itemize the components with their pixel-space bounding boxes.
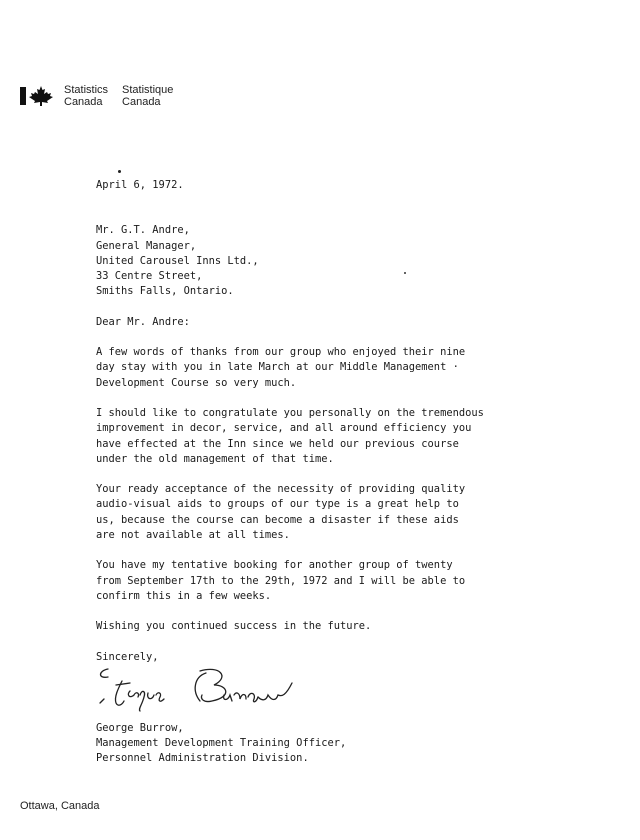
text-line: Development Course so very much. bbox=[96, 376, 297, 389]
recipient-address bbox=[96, 223, 526, 299]
address-line: Smiths Falls, Ontario. bbox=[96, 285, 234, 298]
text-line: under the old management of that time. bbox=[96, 452, 334, 465]
text-line: Wishing you continued success in the future. bbox=[96, 620, 372, 633]
closing: Sincerely, bbox=[96, 650, 159, 663]
paragraph-thanks bbox=[96, 345, 526, 391]
text-line: us, because the course can become a disaster if these aids bbox=[96, 513, 459, 526]
address-line: 33 Centre Street, bbox=[96, 270, 203, 283]
footer-location: Ottawa, Canada bbox=[20, 800, 100, 812]
signer-title: Management Development Training Officer, bbox=[96, 737, 347, 750]
text-line: from September 17th to the 29th, 1972 and I will be able to bbox=[96, 574, 466, 587]
signer-block bbox=[96, 721, 526, 767]
org-en-line2: Canada bbox=[64, 96, 103, 108]
org-fr-line1: Statistique bbox=[122, 84, 174, 96]
text-line: improvement in decor, service, and all around efficiency you bbox=[96, 422, 472, 435]
signer-name: George Burrow, bbox=[96, 721, 184, 734]
org-name-french bbox=[122, 84, 173, 108]
address-line: United Carousel Inns Ltd., bbox=[96, 254, 259, 267]
org-name-english bbox=[64, 84, 108, 108]
text-line: confirm this in a few weeks. bbox=[96, 589, 272, 602]
salutation: Dear Mr. Andre: bbox=[96, 315, 190, 328]
text-line: have effected at the Inn since we held our previous course bbox=[96, 437, 459, 450]
org-fr-line2: Canada bbox=[122, 96, 161, 108]
letter-body bbox=[96, 178, 526, 767]
text-line: are not available at all times. bbox=[96, 529, 290, 542]
text-line: I should like to congratulate you personally on the tremendous bbox=[96, 406, 484, 419]
text-line: day stay with you in late March at our Middle Management · bbox=[96, 361, 459, 374]
letterhead bbox=[20, 84, 187, 108]
canada-wordmark-flag-icon bbox=[20, 85, 56, 107]
ink-mark bbox=[118, 170, 121, 173]
address-line: Mr. G.T. Andre, bbox=[96, 224, 190, 237]
org-en-line1: Statistics bbox=[64, 84, 109, 96]
paragraph-booking bbox=[96, 558, 526, 604]
text-line: You have my tentative booking for another group of twenty bbox=[96, 559, 453, 572]
address-line: General Manager, bbox=[96, 239, 197, 252]
text-line: A few words of thanks from our group who enjoyed their nine bbox=[96, 346, 466, 359]
text-line: audio-visual aids to groups of our type is a great help to bbox=[96, 498, 459, 511]
paragraph-wishes bbox=[96, 619, 526, 634]
paragraph-congratulations bbox=[96, 406, 526, 467]
paragraph-audio-visual bbox=[96, 482, 526, 543]
letter-date: April 6, 1972. bbox=[96, 179, 184, 191]
signer-division: Personnel Administration Division. bbox=[96, 752, 309, 765]
text-line: Your ready acceptance of the necessity of providing quality bbox=[96, 483, 466, 496]
handwritten-signature bbox=[96, 665, 326, 715]
